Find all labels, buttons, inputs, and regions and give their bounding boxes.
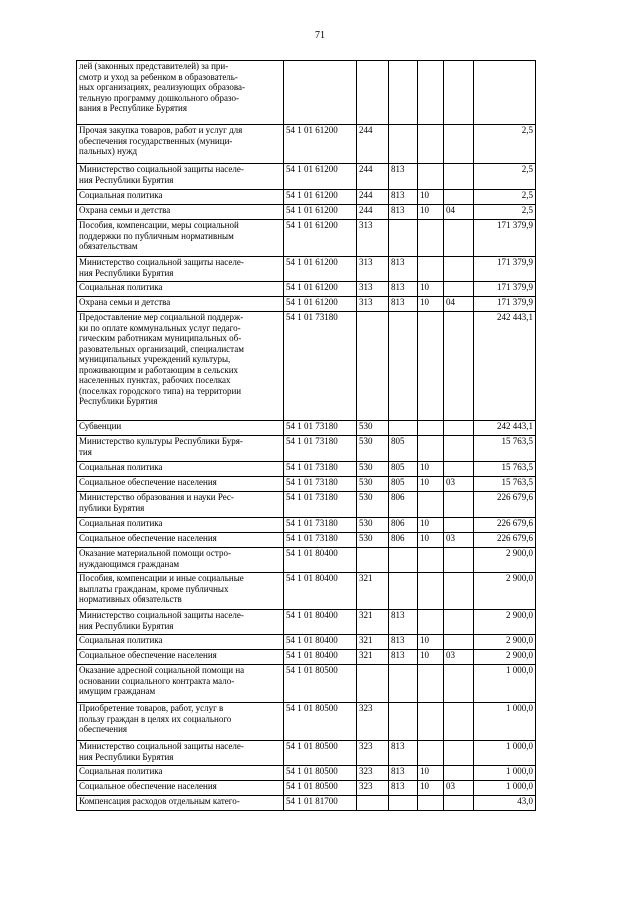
target-article-cell: 54 1 01 80400: [284, 548, 357, 573]
chief-administrator-cell: [389, 703, 418, 741]
chief-administrator-cell: [389, 796, 418, 811]
row-name-cell: Прочая закупка товаров, работ и услуг для обеспечения государственных (муници- пальных) нужд: [77, 125, 284, 164]
row-name-cell: Министерство социальной защиты населе- ния Республики Бурятия: [77, 257, 284, 282]
subsection-cell: 03: [444, 533, 474, 548]
row-name-cell: Социальное обеспечение населения: [77, 477, 284, 492]
subsection-cell: [444, 421, 474, 436]
expense-type-cell: 530: [357, 533, 389, 548]
expense-type-cell: [357, 61, 389, 125]
chief-administrator-cell: [389, 125, 418, 164]
subsection-cell: [444, 573, 474, 610]
amount-cell: 2 900,0: [474, 635, 536, 650]
table-row: [77, 665, 536, 703]
table-row: [77, 125, 536, 164]
section-cell: [418, 421, 444, 436]
section-cell: [418, 257, 444, 282]
subsection-cell: [444, 164, 474, 190]
table-row: [77, 312, 536, 421]
target-article-cell: 54 1 01 61200: [284, 282, 357, 297]
expense-type-cell: 313: [357, 220, 389, 257]
target-article-cell: 54 1 01 61200: [284, 257, 357, 282]
section-cell: [418, 796, 444, 811]
expense-type-cell: 313: [357, 257, 389, 282]
subsection-cell: [444, 518, 474, 533]
table-row: [77, 164, 536, 190]
row-name-cell: Социальное обеспечение населения: [77, 533, 284, 548]
amount-cell: 2 900,0: [474, 610, 536, 635]
amount-cell: 2,5: [474, 125, 536, 164]
amount-cell: 2 900,0: [474, 573, 536, 610]
table-row: [77, 533, 536, 548]
subsection-cell: 04: [444, 297, 474, 312]
target-article-cell: 54 1 01 61200: [284, 220, 357, 257]
subsection-cell: [444, 312, 474, 421]
expense-type-cell: 321: [357, 573, 389, 610]
section-cell: 10: [418, 190, 444, 205]
table-row: [77, 610, 536, 635]
section-cell: [418, 741, 444, 766]
section-cell: [418, 703, 444, 741]
subsection-cell: [444, 436, 474, 462]
chief-administrator-cell: 813: [389, 257, 418, 282]
row-name-cell: Оказание адресной социальной помощи на основании социального контракта мало- имущим гражданам: [77, 665, 284, 703]
expense-type-cell: 323: [357, 741, 389, 766]
row-name-cell: Министерство образования и науки Рес- публики Бурятия: [77, 492, 284, 518]
expense-type-cell: 530: [357, 421, 389, 436]
table-row: [77, 650, 536, 665]
chief-administrator-cell: 805: [389, 477, 418, 492]
section-cell: [418, 436, 444, 462]
target-article-cell: 54 1 01 73180: [284, 518, 357, 533]
expense-type-cell: [357, 796, 389, 811]
amount-cell: 171 379,9: [474, 282, 536, 297]
table-row: [77, 462, 536, 477]
amount-cell: [474, 61, 536, 125]
section-cell: 10: [418, 462, 444, 477]
amount-cell: 171 379,9: [474, 297, 536, 312]
chief-administrator-cell: 813: [389, 610, 418, 635]
section-cell: 10: [418, 518, 444, 533]
target-article-cell: 54 1 01 80400: [284, 573, 357, 610]
row-name-cell: Приобретение товаров, работ, услуг в пользу граждан в целях их социального обеспечения: [77, 703, 284, 741]
table-row: [77, 781, 536, 796]
section-cell: 10: [418, 297, 444, 312]
amount-cell: 1 000,0: [474, 781, 536, 796]
subsection-cell: [444, 610, 474, 635]
target-article-cell: 54 1 01 73180: [284, 312, 357, 421]
row-name-cell: Социальная политика: [77, 518, 284, 533]
section-cell: [418, 548, 444, 573]
amount-cell: 1 000,0: [474, 665, 536, 703]
amount-cell: 1 000,0: [474, 766, 536, 781]
budget-table: [76, 60, 536, 811]
amount-cell: 171 379,9: [474, 257, 536, 282]
target-article-cell: 54 1 01 73180: [284, 462, 357, 477]
table-row: [77, 257, 536, 282]
amount-cell: 242 443,1: [474, 421, 536, 436]
amount-cell: 226 679,6: [474, 518, 536, 533]
expense-type-cell: 244: [357, 125, 389, 164]
target-article-cell: 54 1 01 80500: [284, 665, 357, 703]
row-name-cell: Социальное обеспечение населения: [77, 650, 284, 665]
amount-cell: 15 763,5: [474, 462, 536, 477]
row-name-cell: Социальная политика: [77, 190, 284, 205]
target-article-cell: 54 1 01 61200: [284, 164, 357, 190]
amount-cell: 15 763,5: [474, 436, 536, 462]
section-cell: [418, 492, 444, 518]
expense-type-cell: 530: [357, 492, 389, 518]
amount-cell: 2 900,0: [474, 650, 536, 665]
section-cell: [418, 665, 444, 703]
expense-type-cell: 244: [357, 164, 389, 190]
row-name-cell: Пособия, компенсации, меры социальной поддержки по публичным нормативным обязательствам: [77, 220, 284, 257]
subsection-cell: 04: [444, 205, 474, 220]
chief-administrator-cell: 805: [389, 462, 418, 477]
amount-cell: 15 763,5: [474, 477, 536, 492]
subsection-cell: [444, 125, 474, 164]
row-name-cell: Оказание материальной помощи остро- нуждающимся гражданам: [77, 548, 284, 573]
subsection-cell: [444, 61, 474, 125]
row-name-cell: Пособия, компенсации и иные социальные выплаты гражданам, кроме публичных нормативных обязательств: [77, 573, 284, 610]
row-name-cell: Охрана семьи и детства: [77, 205, 284, 220]
target-article-cell: 54 1 01 73180: [284, 477, 357, 492]
table-row: [77, 477, 536, 492]
section-cell: [418, 312, 444, 421]
section-cell: 10: [418, 650, 444, 665]
section-cell: 10: [418, 766, 444, 781]
amount-cell: 226 679,6: [474, 533, 536, 548]
expense-type-cell: 244: [357, 190, 389, 205]
subsection-cell: 03: [444, 650, 474, 665]
chief-administrator-cell: [389, 573, 418, 610]
expense-type-cell: 530: [357, 462, 389, 477]
chief-administrator-cell: 806: [389, 518, 418, 533]
expense-type-cell: 530: [357, 436, 389, 462]
chief-administrator-cell: [389, 220, 418, 257]
amount-cell: 2 900,0: [474, 548, 536, 573]
chief-administrator-cell: 813: [389, 766, 418, 781]
target-article-cell: 54 1 01 73180: [284, 492, 357, 518]
expense-type-cell: 313: [357, 282, 389, 297]
target-article-cell: 54 1 01 73180: [284, 533, 357, 548]
target-article-cell: 54 1 01 61200: [284, 125, 357, 164]
expense-type-cell: 244: [357, 205, 389, 220]
subsection-cell: [444, 492, 474, 518]
table-row: [77, 548, 536, 573]
chief-administrator-cell: [389, 548, 418, 573]
section-cell: 10: [418, 781, 444, 796]
expense-type-cell: 313: [357, 297, 389, 312]
row-name-cell: Министерство культуры Республики Буря- тия: [77, 436, 284, 462]
amount-cell: 226 679,6: [474, 492, 536, 518]
subsection-cell: [444, 766, 474, 781]
row-name-cell: Охрана семьи и детства: [77, 297, 284, 312]
subsection-cell: [444, 703, 474, 741]
amount-cell: 2,5: [474, 164, 536, 190]
target-article-cell: 54 1 01 80500: [284, 703, 357, 741]
row-name-cell: Министерство социальной защиты населе- ния Республики Бурятия: [77, 741, 284, 766]
target-article-cell: 54 1 01 61200: [284, 190, 357, 205]
chief-administrator-cell: 813: [389, 650, 418, 665]
amount-cell: 1 000,0: [474, 703, 536, 741]
table-row: [77, 766, 536, 781]
table-row: [77, 573, 536, 610]
target-article-cell: 54 1 01 73180: [284, 436, 357, 462]
table-row: [77, 220, 536, 257]
expense-type-cell: 323: [357, 703, 389, 741]
chief-administrator-cell: 806: [389, 533, 418, 548]
table-row: [77, 436, 536, 462]
expense-type-cell: 323: [357, 766, 389, 781]
chief-administrator-cell: 813: [389, 635, 418, 650]
row-name-cell: Социальная политика: [77, 635, 284, 650]
target-article-cell: 54 1 01 61200: [284, 205, 357, 220]
expense-type-cell: 530: [357, 518, 389, 533]
chief-administrator-cell: 813: [389, 781, 418, 796]
subsection-cell: [444, 548, 474, 573]
chief-administrator-cell: [389, 61, 418, 125]
subsection-cell: [444, 282, 474, 297]
target-article-cell: 54 1 01 80500: [284, 741, 357, 766]
budget-table-body: [77, 61, 536, 811]
target-article-cell: 54 1 01 61200: [284, 297, 357, 312]
section-cell: [418, 164, 444, 190]
chief-administrator-cell: 813: [389, 282, 418, 297]
target-article-cell: 54 1 01 80500: [284, 766, 357, 781]
expense-type-cell: 530: [357, 477, 389, 492]
table-row: [77, 796, 536, 811]
subsection-cell: 03: [444, 477, 474, 492]
expense-type-cell: 321: [357, 635, 389, 650]
chief-administrator-cell: [389, 665, 418, 703]
amount-cell: 2,5: [474, 205, 536, 220]
target-article-cell: 54 1 01 80400: [284, 610, 357, 635]
table-row: [77, 741, 536, 766]
chief-administrator-cell: 806: [389, 492, 418, 518]
section-cell: [418, 125, 444, 164]
expense-type-cell: 321: [357, 610, 389, 635]
subsection-cell: [444, 665, 474, 703]
table-row: [77, 61, 536, 125]
amount-cell: 2,5: [474, 190, 536, 205]
subsection-cell: 03: [444, 781, 474, 796]
chief-administrator-cell: 813: [389, 205, 418, 220]
row-name-cell: Социальная политика: [77, 766, 284, 781]
expense-type-cell: 323: [357, 781, 389, 796]
chief-administrator-cell: 813: [389, 164, 418, 190]
target-article-cell: 54 1 01 80500: [284, 781, 357, 796]
row-name-cell: Субвенции: [77, 421, 284, 436]
table-row: [77, 297, 536, 312]
section-cell: [418, 61, 444, 125]
row-name-cell: Компенсация расходов отдельным катего-: [77, 796, 284, 811]
section-cell: [418, 573, 444, 610]
subsection-cell: [444, 796, 474, 811]
section-cell: 10: [418, 282, 444, 297]
subsection-cell: [444, 741, 474, 766]
row-name-cell: Министерство социальной защиты населе- ния Республики Бурятия: [77, 164, 284, 190]
chief-administrator-cell: 813: [389, 297, 418, 312]
row-name-cell: Социальное обеспечение населения: [77, 781, 284, 796]
chief-administrator-cell: 805: [389, 436, 418, 462]
expense-type-cell: [357, 665, 389, 703]
subsection-cell: [444, 635, 474, 650]
section-cell: 10: [418, 477, 444, 492]
table-row: [77, 421, 536, 436]
target-article-cell: 54 1 01 80400: [284, 635, 357, 650]
table-row: [77, 635, 536, 650]
expense-type-cell: [357, 548, 389, 573]
chief-administrator-cell: 813: [389, 741, 418, 766]
row-name-cell: Предоставление мер социальной поддерж- ки по оплате коммунальных услуг педаго- гическим работникам муниципальных об- разовательных организаций, специалистам муниципальных учреждений культуры, проживающим и работающим в сельских населенных пунктах, рабочих поселках (поселках городского типа) на территории Республики Бурятия: [77, 312, 284, 421]
expense-type-cell: [357, 312, 389, 421]
section-cell: 10: [418, 635, 444, 650]
amount-cell: 43,0: [474, 796, 536, 811]
section-cell: 10: [418, 205, 444, 220]
table-row: [77, 205, 536, 220]
chief-administrator-cell: 813: [389, 190, 418, 205]
subsection-cell: [444, 257, 474, 282]
expense-type-cell: 321: [357, 650, 389, 665]
table-row: [77, 518, 536, 533]
row-name-cell: Социальная политика: [77, 282, 284, 297]
section-cell: 10: [418, 533, 444, 548]
table-row: [77, 703, 536, 741]
target-article-cell: 54 1 01 73180: [284, 421, 357, 436]
amount-cell: 1 000,0: [474, 741, 536, 766]
row-name-cell: Министерство социальной защиты населе- ния Республики Бурятия: [77, 610, 284, 635]
chief-administrator-cell: [389, 421, 418, 436]
subsection-cell: [444, 220, 474, 257]
target-article-cell: 54 1 01 80400: [284, 650, 357, 665]
table-row: [77, 492, 536, 518]
row-name-cell: лей (законных представителей) за при- смотр и уход за ребенком в образователь- ных организациях, реализующих образова- тельную программу дошкольного образо- вания в Республике Бурятия: [77, 61, 284, 125]
page-number: 71: [315, 30, 325, 41]
section-cell: [418, 610, 444, 635]
section-cell: [418, 220, 444, 257]
row-name-cell: Социальная политика: [77, 462, 284, 477]
target-article-cell: 54 1 01 81700: [284, 796, 357, 811]
chief-administrator-cell: [389, 312, 418, 421]
amount-cell: 171 379,9: [474, 220, 536, 257]
target-article-cell: [284, 61, 357, 125]
subsection-cell: [444, 462, 474, 477]
amount-cell: 242 443,1: [474, 312, 536, 421]
subsection-cell: [444, 190, 474, 205]
table-row: [77, 190, 536, 205]
table-row: [77, 282, 536, 297]
